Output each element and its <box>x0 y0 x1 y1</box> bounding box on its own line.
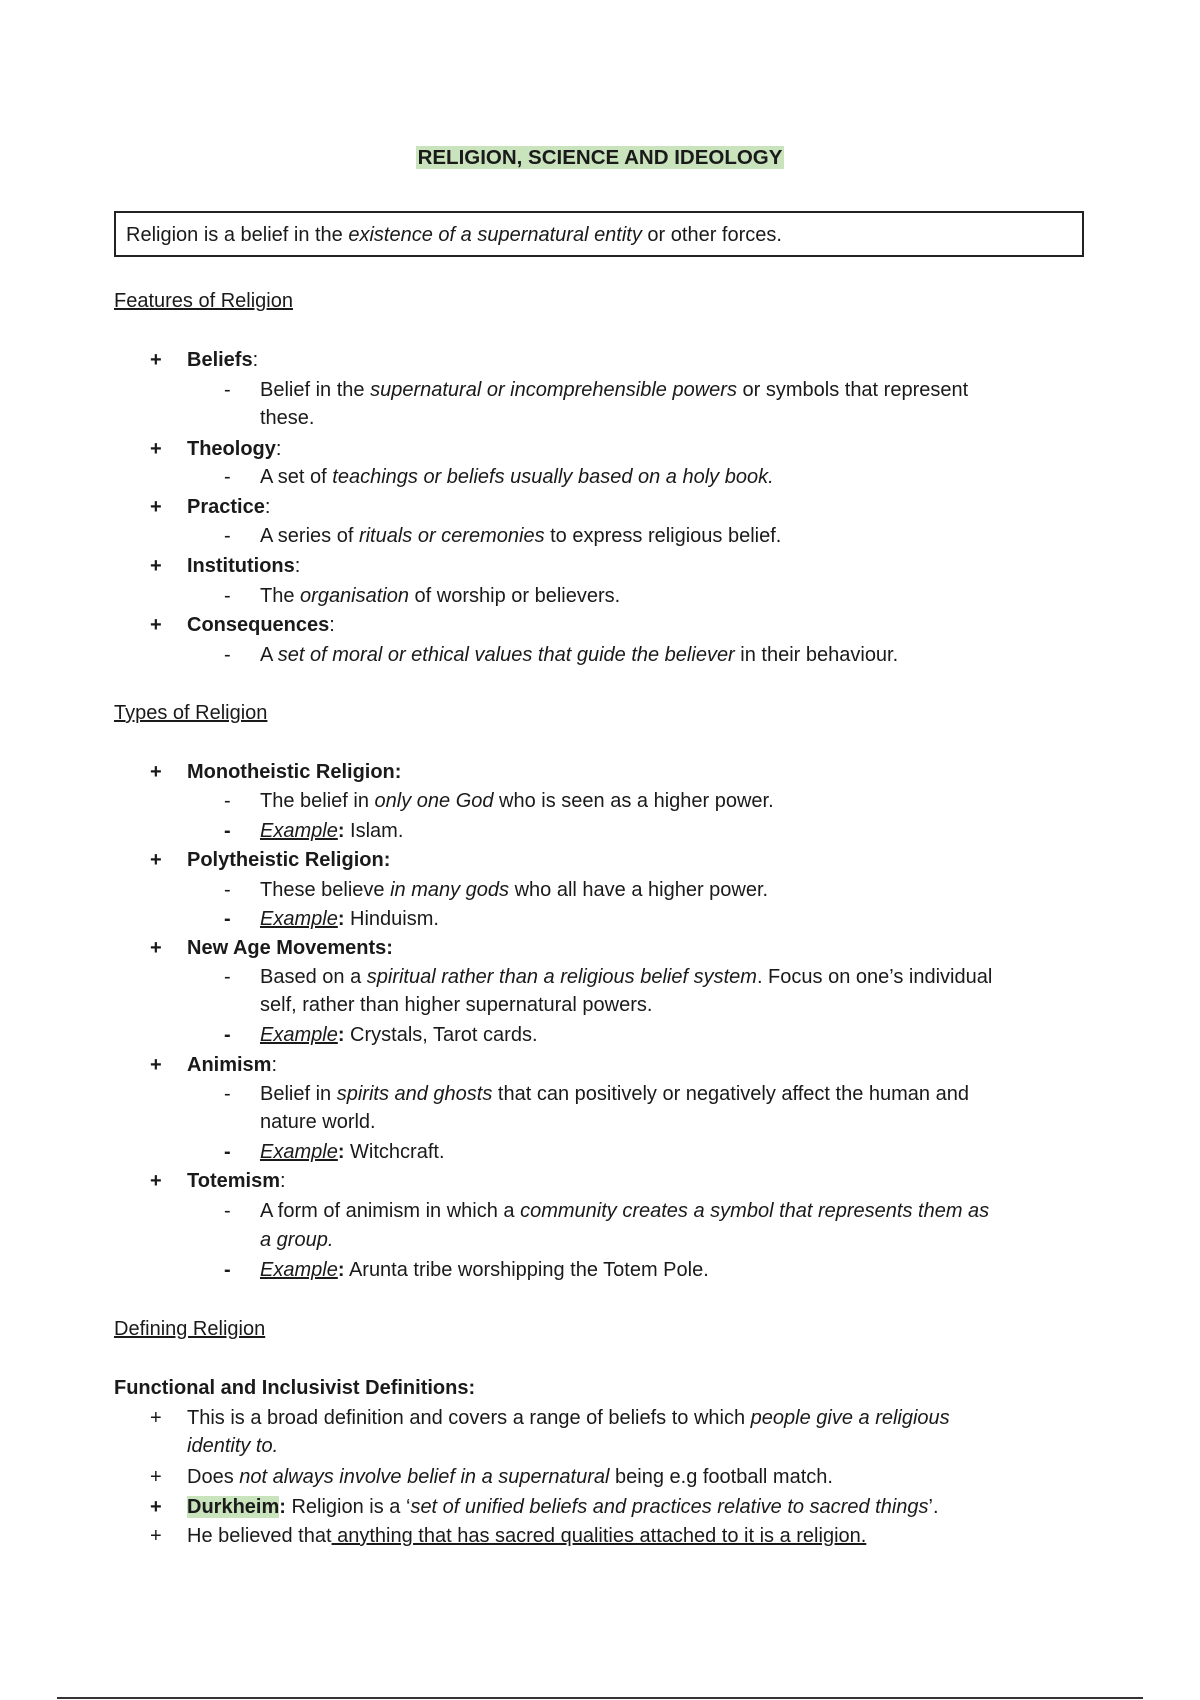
dash-bullet: - <box>224 1200 231 1222</box>
functional-bullet-1-cont: identity to. <box>187 1435 279 1457</box>
functional-bullet-durkheim: Durkheim: Religion is a ‘set of unified beliefs and practices relative to sacred things’. <box>187 1496 939 1518</box>
section-heading-defining: Defining Religion <box>114 1318 266 1340</box>
dash-bullet: - <box>224 379 231 401</box>
dash-bullet: - <box>224 585 231 607</box>
dash-bullet: - <box>224 1083 231 1105</box>
plus-bullet: + <box>150 1496 162 1518</box>
type-totemism-example: Example: Arunta tribe worshipping the Totem Pole. <box>260 1259 709 1281</box>
dash-bullet: - <box>224 820 231 842</box>
feature-beliefs-label: Beliefs: <box>187 349 259 371</box>
plus-bullet: + <box>150 1525 162 1547</box>
page-title: RELIGION, SCIENCE AND IDEOLOGY <box>417 146 783 169</box>
dash-bullet: - <box>224 1141 231 1163</box>
type-newage-label: New Age Movements: <box>187 937 393 959</box>
dash-bullet: - <box>224 644 231 666</box>
type-polytheistic-text: These believe in many gods who all have a higher power. <box>260 879 769 901</box>
dash-bullet: - <box>224 525 231 547</box>
plus-bullet: + <box>150 438 162 460</box>
type-animism-label: Animism: <box>187 1054 278 1076</box>
functional-bullet-2: Does not always involve belief in a supernatural being e.g football match. <box>187 1466 833 1488</box>
feature-theology-label: Theology: <box>187 438 282 460</box>
type-animism-example: Example: Witchcraft. <box>260 1141 445 1163</box>
feature-consequences-label: Consequences: <box>187 614 335 636</box>
dash-bullet: - <box>224 879 231 901</box>
type-totemism-label: Totemism: <box>187 1170 286 1192</box>
dash-bullet: - <box>224 1024 231 1046</box>
type-newage-text-cont: self, rather than higher supernatural powers. <box>260 994 653 1016</box>
feature-institutions-label: Institutions: <box>187 555 301 577</box>
plus-bullet: + <box>150 1054 162 1076</box>
type-totemism-text-cont: a group. <box>260 1229 334 1251</box>
subheading-functional: Functional and Inclusivist Definitions: <box>114 1377 476 1399</box>
dash-bullet: - <box>224 790 231 812</box>
plus-bullet: + <box>150 849 162 871</box>
type-newage-example: Example: Crystals, Tarot cards. <box>260 1024 538 1046</box>
definition-box: Religion is a belief in the existence of a supernatural entity or other forces. <box>114 211 1084 257</box>
feature-consequences-text: A set of moral or ethical values that guide the believer in their behaviour. <box>260 644 899 666</box>
feature-theology-text: A set of teachings or beliefs usually based on a holy book. <box>260 466 774 488</box>
type-polytheistic-example: Example: Hinduism. <box>260 908 439 930</box>
dash-bullet: - <box>224 466 231 488</box>
type-totemism-text: A form of animism in which a community creates a symbol that represents them as <box>260 1200 990 1222</box>
feature-institutions-text: The organisation of worship or believers. <box>260 585 621 607</box>
section-heading-types: Types of Religion <box>114 702 268 724</box>
type-animism-text-cont: nature world. <box>260 1111 376 1133</box>
type-monotheistic-label: Monotheistic Religion: <box>187 761 402 783</box>
feature-practice-text: A series of rituals or ceremonies to express religious belief. <box>260 525 782 547</box>
type-monotheistic-example: Example: Islam. <box>260 820 404 842</box>
plus-bullet: + <box>150 349 162 371</box>
functional-bullet-1: This is a broad definition and covers a range of beliefs to which people give a religious <box>187 1407 950 1429</box>
dash-bullet: - <box>224 908 231 930</box>
plus-bullet: + <box>150 1466 162 1488</box>
type-monotheistic-text: The belief in only one God who is seen as a higher power. <box>260 790 774 812</box>
functional-bullet-4: He believed that anything that has sacred qualities attached to it is a religion. <box>187 1525 867 1547</box>
plus-bullet: + <box>150 937 162 959</box>
plus-bullet: + <box>150 555 162 577</box>
type-animism-text: Belief in spirits and ghosts that can positively or negatively affect the human and <box>260 1083 969 1105</box>
bottom-divider <box>57 1697 1143 1699</box>
feature-practice-label: Practice: <box>187 496 271 518</box>
plus-bullet: + <box>150 496 162 518</box>
type-polytheistic-label: Polytheistic Religion: <box>187 849 391 871</box>
dash-bullet: - <box>224 966 231 988</box>
section-heading-features: Features of Religion <box>114 290 293 312</box>
type-newage-text: Based on a spiritual rather than a religious belief system. Focus on one’s individual <box>260 966 993 988</box>
plus-bullet: + <box>150 761 162 783</box>
plus-bullet: + <box>150 614 162 636</box>
plus-bullet: + <box>150 1170 162 1192</box>
dash-bullet: - <box>224 1259 231 1281</box>
feature-beliefs-text-cont: these. <box>260 407 315 429</box>
plus-bullet: + <box>150 1407 162 1429</box>
feature-beliefs-text: Belief in the supernatural or incomprehensible powers or symbols that represent <box>260 379 969 401</box>
